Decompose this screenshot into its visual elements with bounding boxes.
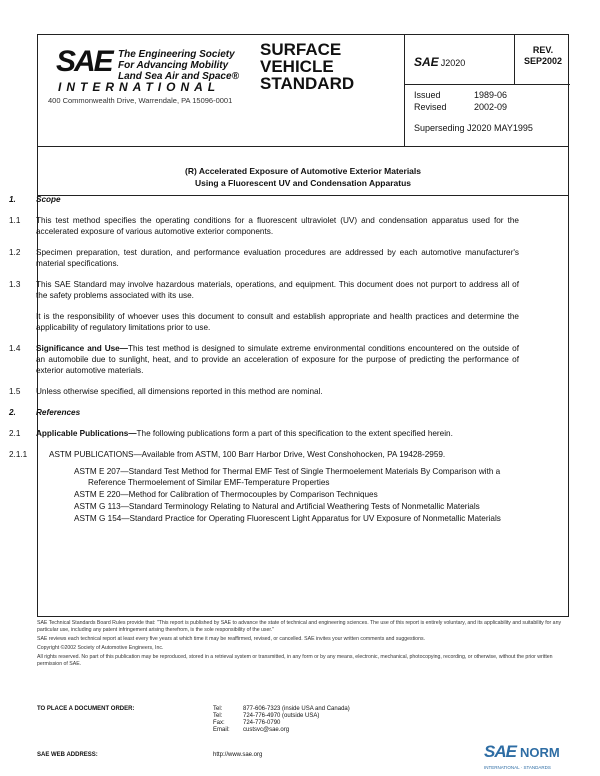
section-2-heading: 2. References — [9, 408, 81, 417]
society-tagline: The Engineering Society For Advancing Mobility Land Sea Air and Space® — [118, 49, 239, 82]
section-2-1-1: 2.1.1 ASTM PUBLICATIONS—Available from ASTM, 100 Barr Harbor Drive, West Conshohocken, PA 19428-2959. ASTM E 207—Standard Test Method for Thermal EMF Test of Single Thermoelement Materials By Comparison with a Reference Thermoelement of Similar EMF-Temperature Properties ASTM E 220—Method for Calibration of Thermocouples by Comparison Techniques ASTM G 113—Standard Terminology Relating to Natural and Artificial Weathering Tests of Nonmetallic Materials ASTM G 154—Standard Practice for Operating Fluorescent Light Apparatus for UV Exposure of Nonmetallic Materials — [14, 449, 519, 524]
reference-list — [74, 466, 519, 524]
section-1-1: 1.1 This test method specifies the operating conditions for a fluorescent ultraviolet (UV) and condensation apparatus used for the accelerated exposure of various automotive exterior components. — [9, 216, 519, 236]
header-column-divider — [404, 35, 405, 146]
copyright: Copyright ©2002 Society of Automotive Engineers, Inc. — [37, 645, 164, 651]
issue-dates: Issued 1989-06 Revised 2002-09 — [414, 90, 508, 112]
document-body — [9, 194, 519, 534]
legal-notice — [37, 620, 569, 670]
rev-column-divider — [514, 35, 515, 84]
fax-number: 724-776-0790 — [243, 720, 281, 726]
section-1-5: 1.5 Unless otherwise specified, all dimensions reported in this method are nominal. — [9, 387, 323, 396]
phone-1[interactable]: 877-606-7323 (inside USA and Canada) — [243, 706, 350, 712]
header-divider — [38, 146, 568, 147]
section-1-2: 1.2 Specimen preparation, test duration, and performance evaluation procedures are addressed by each automotive manufacturer's material specifications. — [9, 248, 519, 268]
email-link[interactable]: custsvc@sae.org — [243, 727, 290, 733]
superseding-note: Superseding J2020 MAY1995 — [414, 123, 533, 133]
sae-mini-logo: SAE — [414, 55, 439, 69]
document-title: (R) Accelerated Exposure of Automotive Exterior Materials Using a Fluorescent UV and Condensation Apparatus — [184, 166, 422, 188]
web-address-label: SAE WEB ADDRESS: — [37, 752, 98, 758]
sae-logo-mark: SAE — [56, 45, 112, 78]
section-1-4: 1.4 Significance and Use—This test method is designed to simulate extreme environmental conditions encountered on the outside of an automobile due to sunlight, heat, and to provide an acceleration of exposure for the purpose of predicting the performance of exterior automotive materials. — [9, 344, 519, 375]
phone-2[interactable]: 724-776-4970 (outside USA) — [243, 713, 320, 719]
section-2-1: 2.1 Applicable Publications—The following publications form a part of this specification to the extent specified herein. — [9, 429, 453, 438]
reference-item: ASTM G 154—Standard Practice for Operating Fluorescent Light Apparatus for UV Exposure of Nonmetallic Materials — [74, 514, 501, 523]
sae-norm-watermark: SAE NORM — [484, 742, 560, 761]
review-notice: SAE reviews each technical report at least every five years at which time it may be reaffirmed, revised, or cancelled. SAE invites your written comments and suggestions. — [37, 636, 425, 642]
issued-divider — [404, 84, 570, 85]
watermark-subtitle: INTERNATIONAL · STANDARDS — [484, 765, 551, 770]
reference-item: ASTM G 113—Standard Terminology Relating to Natural and Artificial Weathering Tests of Nonmetallic Materials — [74, 502, 480, 511]
section-1-heading: 1. Scope — [9, 195, 61, 204]
reference-item: ASTM E 220—Method for Calibration of Thermocouples by Comparison Techniques — [74, 490, 378, 499]
rights-notice: All rights reserved. No part of this publication may be reproduced, stored in a retrieval system or transmitted, in any form or by any means, electronic, mechanical, photocopying, recording, or otherwise, without the prior written permission of SAE. — [37, 654, 553, 667]
revision-block: REV. SEP2002 — [523, 45, 563, 66]
international-label: INTERNATIONAL — [58, 80, 221, 94]
section-1-3-paragraph-2: It is the responsibility of whoever uses this document to consult and establish appropriate and health practices and determine the applicability of regulatory limitations prior to use. — [36, 312, 519, 332]
board-rules: SAE Technical Standards Board Rules provide that: "This report is published by SAE to advance the state of technical and engineering sciences. The use of this report is entirely voluntary, and its applicability and suitability for any particular use, including any patent infringement arising therefrom, is the sole responsibility of the user." — [37, 620, 562, 633]
standard-number: SAE J2020 — [414, 55, 466, 69]
document-type: SURFACE VEHICLE STANDARD — [260, 40, 355, 93]
sae-address: 400 Commonwealth Drive, Warrendale, PA 15096-0001 — [48, 96, 233, 105]
reference-item: ASTM E 207—Standard Test Method for Thermal EMF Test of Single Thermoelement Materials By Comparison with a Reference Thermoelement of Similar EMF-Temperature Properties — [74, 467, 501, 487]
web-address-link[interactable]: http://www.sae.org — [213, 752, 263, 758]
section-1-3: 1.3 This SAE Standard may involve hazardous materials, operations, and equipment. This document does not purport to address all of the safety problems associated with its use. — [9, 280, 519, 300]
